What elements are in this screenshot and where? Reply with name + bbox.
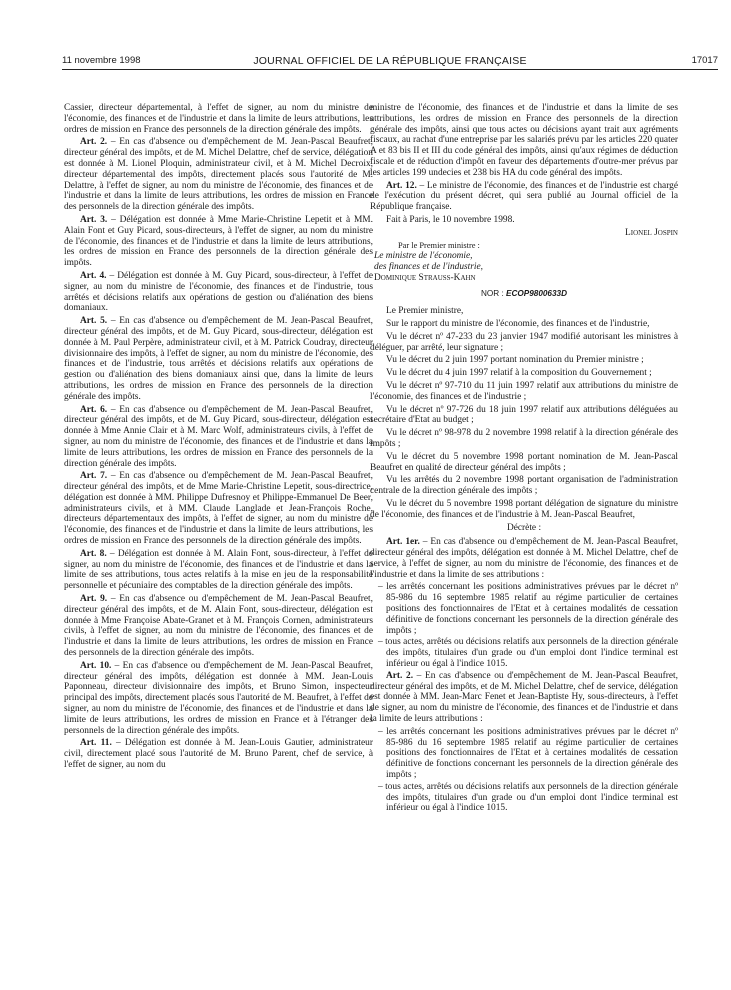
- nor-code: ECOP9800633D: [506, 289, 568, 299]
- article-9: [64, 594, 373, 659]
- article-text: – En cas d'absence ou d'empêchement de M. Jean-Pascal Beaufret, directeur général des impôts, et de M. Guy Picard, sous-directeur, délégation est donnée à Mme Annie Clair et à M. Marc Wolf, administrateurs civils, à l'effet de signer, au nom du ministre de l'économie, des finances et de l'industrie et dans la limite de leurs attributions, les ordres de mission en France des personnels de la direction générale des impôts.: [64, 404, 373, 469]
- minister-title-line1: Le ministre de l'économie,: [374, 251, 473, 262]
- article-text: – En cas d'absence ou d'empêchement de M. Jean-Pascal Beaufret, directeur général des impôts, délégation est donnée à M. Michel Delattre, chef de service, à l'effet de signer, au nom du ministre de l'économie, des finances et de l'industrie et dans la limite de ses attributions :: [370, 537, 678, 580]
- article-label: Art. 2.: [80, 137, 108, 148]
- visa: Vu les arrêtés du 2 novembre 1998 portant organisation de l'administration centrale de la direction générale des impôts ;: [370, 475, 678, 497]
- visa: Vu le décret du 2 juin 1997 portant nomination du Premier ministre ;: [386, 355, 644, 366]
- article-label: Art. 6.: [80, 404, 108, 415]
- paragraph: Cassier, directeur départemental, à l'effet de signer, au nom du ministre de l'économie, des finances et de l'industrie et dans la limite de leurs attributions, les ordres de mission en France des personnels de la direction générale des impôts.: [64, 103, 373, 135]
- article-text: – En cas d'absence ou d'empêchement de M. Jean-Pascal Beaufret, directeur général des impôts, et de M. Alain Font, sous-directeur, délégation est donnée à Mme Françoise Abate-Granet et à M. François Cornen, administrateurs civils, à l'effet de signer, au nom du ministre de l'économie, des finances et de l'industrie et dans la limite de leurs attributions, les ordres de mission en France des personnels de la direction générale des impôts.: [64, 594, 373, 659]
- paragraph: ministre de l'économie, des finances et de l'industrie et dans la limite de ses attributions, les ordres de mission en France des personnels de la direction générale des impôts, ainsi que tous actes ou décisions ayant trait aux agréments fiscaux, au rachat d'une entreprise par les salariés prévu par les articles 220 quater A et 83 bis II et III du code général des impôts, ainsi qu'aux régimes de déduction fiscale et de réduction d'impôt en faveur des départements d'outre-mer prévus par les articles 199 undecies et 238 bis HA du code général des impôts.: [370, 103, 678, 178]
- article-label: Art. 9.: [80, 594, 108, 605]
- visa: Sur le rapport du ministre de l'économie, des finances et de l'industrie,: [386, 318, 650, 329]
- article-label: Art. 12.: [386, 180, 417, 191]
- journal-title: JOURNAL OFFICIEL DE LA RÉPUBLIQUE FRANÇAISE: [253, 55, 527, 67]
- decrete-heading: Décrète :: [506, 523, 542, 534]
- minister-title-line2: des finances et de l'industrie,: [374, 261, 484, 272]
- list-item: – tous actes, arrêtés ou décisions relatifs aux personnels de la direction générale des impôts, titulaires d'un grade ou d'un emploi dont l'indice terminal est inférieur ou égal à l'indice 1015.: [378, 781, 678, 814]
- article-3: [64, 215, 373, 269]
- visa: Vu le décret du 5 novembre 1998 portant délégation de signature du ministre de l'économie, des finances et de l'industrie à M. Jean-Pascal Beaufret,: [370, 498, 678, 520]
- right-column: [370, 103, 678, 815]
- article-text: – En cas d'absence ou d'empêchement de M. Jean-Pascal Beaufret, directeur général des impôts, et de M. Guy Picard, sous-directeur, délégation est donnée à M. Paul Perpère, administrateur civil, et à M. Patrick Coudray, directeur divisionnaire des impôts, à l'effet de signer, au nom du ministre de l'économie, des finances et de l'industrie, tous arrêtés et décisions relatifs aux opérations de gestion ou d'aliénation des biens domaniaux ainsi que, dans la limite de leurs attributions, les ordres de mission en France des personnels de la direction générale des impôts.: [64, 316, 374, 402]
- article-text: – Délégation est donnée à M. Alain Font, sous-directeur, à l'effet de signer, au nom du ministre de l'économie, des finances et de l'industrie et dans la limite de ses attributions, tous actes relatifs à la mise en jeu de la responsabilité personnelle et pécuniaire des comptables de la direction générale des impôts.: [64, 548, 373, 592]
- header-rule: [62, 69, 718, 70]
- signature-prime-minister: Lionel Jospin: [625, 227, 678, 238]
- article-text: – Délégation est donnée à M. Guy Picard, sous-directeur, à l'effet de signer, au nom du ministre de l'économie, des finances et de l'industrie, tous arrêtés et décisions relatifs aux opérations de gestion ou d'aliénation des biens domaniaux.: [64, 270, 373, 314]
- article-2: [64, 137, 373, 213]
- article-label: Art. 10.: [80, 660, 112, 671]
- article-5: [64, 316, 373, 402]
- article-label: Art. 11.: [80, 738, 112, 749]
- article-text: – Délégation est donnée à Mme Marie-Christine Lepetit et à MM. Alain Font et Guy Picard, sous-directeurs, à l'effet de signer, au nom du ministre de l'économie, des finances et de l'industrie et dans la limite de leurs attributions, les ordres de mission en France des personnels de la direction générale des impôts.: [64, 214, 373, 269]
- visa: Vu le décret nº 47-233 du 23 janvier 1947 modifié autorisant les ministres à déléguer, par arrêté, leur signature ;: [370, 331, 678, 353]
- article-11: [64, 738, 373, 770]
- visa: Vu le décret du 4 juin 1997 relatif à la composition du Gouvernement ;: [386, 368, 652, 379]
- list-item: – tous actes, arrêtés ou décisions relatifs aux personnels de la direction générale des impôts, titulaires d'un grade ou d'un emploi dont l'indice terminal est inférieur ou égal à l'indice 1015.: [378, 637, 678, 670]
- visa: Vu le décret nº 98-978 du 2 novembre 1998 relatif à la direction générale des impôts ;: [370, 428, 678, 449]
- visa: Vu le décret du 5 novembre 1998 portant nomination de M. Jean-Pascal Beaufret en qualité de directeur général des impôts ;: [370, 451, 678, 473]
- article-2: [370, 671, 678, 725]
- article-label: Art. 7.: [80, 471, 108, 482]
- article-text: – En cas d'absence ou d'empêchement de M. Jean-Pascal Beaufret, directeur général des impôts, et de M. Michel Delattre, chef de service, délégation est donnée à M. Lionel Ploquin, administrateur civil, et à M. Michel Decroix, directeur départemental des impôts, directement placés sous l'autorité de M. Delattre, à l'effet de signer, au nom du ministre de l'économie, des finances et de l'industrie et dans la limite de leurs attributions, les ordres de mission en France des personnels de la direction générale des impôts.: [64, 137, 373, 213]
- nor-reference: [370, 289, 678, 300]
- article-text: – En cas d'absence ou d'empêchement de M. Jean-Pascal Beaufret, directeur général des impôts, délégation est donnée à MM. Jean-Louis Paponneau, directeur divisionnaire des impôts, et Bruno Simon, inspecteur principal des impôts, directement placés sous l'autorité de M. Beaufret, à l'effet de signer, au nom du ministre de l'économie, des finances et de l'industrie et dans la limite de leurs attributions, les ordres de mission en France et à l'étranger des personnels de la direction générale des impôts.: [64, 660, 373, 736]
- list-item: – les arrêtés concernant les positions administratives prévues par le décret nº 85-986 du 16 septembre 1985 relatif au régime particulier de certaines positions des fonctionnaires de l'Etat et à certaines modalités de cessation définitive de fonctions concernant les personnels de la direction générale des impôts ;: [378, 726, 678, 781]
- article-12: [370, 181, 678, 213]
- visa: Vu le décret nº 97-726 du 18 juin 1997 relatif aux attributions déléguées au secrétaire d'Etat au budget ;: [370, 404, 678, 426]
- decree-author: Le Premier ministre,: [386, 306, 464, 317]
- article-1: [370, 537, 678, 580]
- article-label: Art. 8.: [80, 548, 107, 559]
- article-text: – En cas d'absence ou d'empêchement de M. Jean-Pascal Beaufret, directeur général des impôts, et de M. Michel Delattre, chef de service, délégation est donnée à MM. Jean-Marc Fenet et Jean-Baptiste Hy, sous-directeurs, à l'effet de signer, au nom du ministre de l'économie, des finances et de l'industrie et dans la limite de leurs attributions :: [370, 670, 678, 725]
- countersign-label: Par le Premier ministre :: [398, 240, 480, 250]
- article-label: Art. 3.: [80, 214, 108, 225]
- article-label: Art. 4.: [80, 270, 107, 281]
- article-6: [64, 405, 373, 470]
- article-text: – Le ministre de l'économie, des finances et de l'industrie est chargé de l'exécution du présent décret, qui sera publié au Journal officiel de la République française.: [370, 180, 678, 213]
- article-text: – En cas d'absence ou d'empêchement de M. Jean-Pascal Beaufret, directeur général des impôts, et de Mme Marie-Christine Lepetit, sous-directrice, délégation est donnée à MM. Philippe Dufresnoy et Philippe-Emmanuel De Beer, administrateurs civils, et à MM. Claude Langlade et Jean-François Roche, directeurs départementaux des impôts, à l'effet de signer, au nom du ministre de l'économie, des finances et de l'industrie et dans la limite de leurs attributions, les ordres de mission en France des personnels de la direction générale des impôts.: [64, 471, 373, 547]
- signature-minister: Dominique Strauss-Kahn: [374, 272, 476, 283]
- article-4: [64, 271, 373, 314]
- visa: Vu le décret nº 97-710 du 11 juin 1997 relatif aux attributions du ministre de l'économie, des finances et de l'industrie ;: [370, 380, 678, 402]
- article-10: [64, 661, 373, 737]
- left-column: [64, 103, 373, 773]
- article-7: [64, 471, 373, 547]
- article-label: Art. 5.: [80, 316, 108, 327]
- article-label: Art. 1er.: [386, 537, 420, 548]
- article-label: Art. 2.: [386, 670, 414, 681]
- signing-place-date: Fait à Paris, le 10 novembre 1998.: [386, 214, 515, 225]
- article-text: – Délégation est donnée à M. Jean-Louis Gautier, administrateur civil, directement placé sous l'autorité de M. Bruno Parent, chef de service, à l'effet de signer, au nom du: [64, 738, 373, 771]
- issue-date: 11 novembre 1998: [62, 55, 141, 66]
- page-number: 17017: [691, 55, 718, 66]
- list-item: – les arrêtés concernant les positions administratives prévues par le décret nº 85-986 du 16 septembre 1985 relatif au régime particulier de certaines positions des fonctionnaires de l'Etat et à certaines modalités de cessation définitive de fonctions concernant les personnels de la direction générale des impôts ;: [378, 582, 678, 636]
- article-8: [64, 549, 373, 592]
- page-header: [62, 55, 718, 69]
- nor-label: NOR :: [480, 289, 504, 299]
